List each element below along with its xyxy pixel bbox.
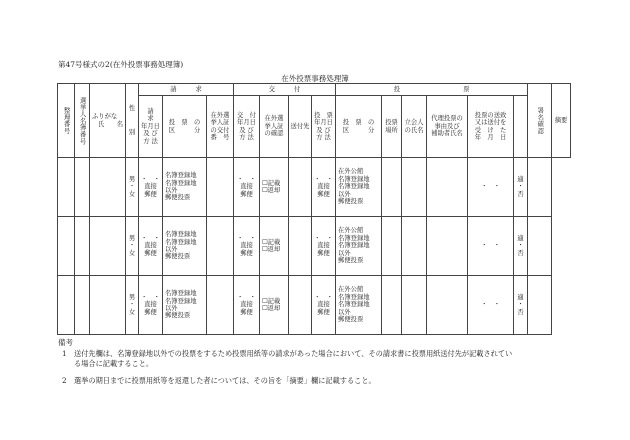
cell-tekiyo[interactable]	[528, 217, 552, 276]
form-number: 第47号様式の2(在外投票事務処理簿)	[58, 60, 184, 69]
cell-seikyu-method[interactable]: ・ ・ 直接 郵便	[139, 158, 163, 217]
cell-tachiainin[interactable]	[402, 158, 427, 217]
cell-sochi-nengappi[interactable]: ・ ・	[468, 276, 514, 335]
header-betsu: 別	[128, 128, 136, 136]
header-shomei-kakunin: 署名確認	[528, 84, 552, 158]
header-tachiainin: 立会人 の氏名	[402, 96, 427, 158]
cell-kakunin[interactable]: ☐記載 ☐返却	[260, 158, 289, 217]
cell-kofu-method[interactable]: ・ ・ 直接 郵便	[234, 276, 260, 335]
cell-sofusaki[interactable]	[289, 276, 312, 335]
cell-seikyu-method[interactable]: ・ ・ 直接 郵便	[139, 276, 163, 335]
cell-seikyu-method[interactable]: ・ ・ 直接 郵便	[139, 217, 163, 276]
header-meibo-bango: 選挙人名簿番号	[75, 84, 90, 158]
cell-tekiyo[interactable]	[528, 158, 552, 217]
cell-sofusaki[interactable]	[289, 158, 312, 217]
cell-sochi-nengappi[interactable]: ・ ・	[468, 158, 514, 217]
header-tekiyo: 摘要	[552, 84, 571, 158]
group-tohyo: 投 票	[336, 84, 528, 96]
cell-shomei-kakunin[interactable]: 適 ・ 否	[514, 276, 528, 335]
cell-kakunin[interactable]: ☐記載 ☐返却	[260, 276, 289, 335]
cell-sofusaki[interactable]	[289, 217, 312, 276]
note-1: 1 送付先欄は、名簿登録地以外での投票をするため投票用紙等の請求があった場合において、その請求書に投票用紙送付先が記載されてい る場合に記載すること。	[62, 349, 513, 369]
cell-tohyo-method[interactable]: ・ ・ 直接 郵便	[312, 276, 336, 335]
cell-seiri-bango[interactable]	[58, 276, 75, 335]
cell-tohyo-method[interactable]: ・ ・ 直接 郵便	[312, 158, 336, 217]
header-sochi-nengappi: 投票の送致 又は送付を 受 け た 年 月 日	[468, 96, 514, 158]
cell-shimei[interactable]	[90, 217, 126, 276]
cell-tohyo-kubun[interactable]: 在外公館 名簿登録地 名簿登録地 以外 郵便投票	[336, 217, 382, 276]
cell-meibo-bango[interactable]	[75, 276, 90, 335]
header-zaigai-kofu-bango: 在外選 挙人証 の交付 番 号	[207, 96, 234, 158]
group-seikyu: 請 求	[139, 84, 234, 96]
header-shimei: 氏 名	[97, 120, 123, 128]
cell-shimei[interactable]	[90, 158, 126, 217]
cell-sex[interactable]: 男 ・ 女	[126, 276, 139, 335]
header-furigana-shimei	[90, 84, 126, 158]
cell-shimei[interactable]	[90, 276, 126, 335]
cell-tohyo-basho[interactable]	[382, 276, 402, 335]
notes-title: 備考	[58, 338, 73, 347]
cell-tohyo-kubun[interactable]: 在外公館 名簿登録地 名簿登録地 以外 郵便投票	[336, 276, 382, 335]
cell-sex[interactable]: 男 ・ 女	[126, 217, 139, 276]
cell-kofu-method[interactable]: ・ ・ 直接 郵便	[234, 158, 260, 217]
cell-tekiyo[interactable]	[528, 276, 552, 335]
cell-seiri-bango[interactable]	[58, 217, 75, 276]
header-dairi-tohyo: 代理投票の 事由及び 補助者氏名	[427, 96, 468, 158]
cell-tachiainin[interactable]	[402, 217, 427, 276]
cell-meibo-bango[interactable]	[75, 158, 90, 217]
cell-tachiainin[interactable]	[402, 276, 427, 335]
cell-shomei-kakunin[interactable]: 適 ・ 否	[514, 217, 528, 276]
table-row	[58, 276, 571, 335]
header-seikyu-kubun: 投 票 の 区 分	[163, 96, 207, 158]
register-table	[57, 83, 571, 335]
cell-tohyo-kubun[interactable]: 在外公館 名簿登録地 名簿登録地 以外 郵便投票	[336, 158, 382, 217]
group-kofu: 交 付	[234, 84, 336, 96]
cell-dairi-tohyo[interactable]	[427, 217, 468, 276]
cell-tohyo-basho[interactable]	[382, 158, 402, 217]
header-seikyu-nengappi: 請 求 年月日 及 び 方 法	[139, 96, 163, 158]
cell-tohyo-basho[interactable]	[382, 217, 402, 276]
cell-seikyu-kubun[interactable]: 名簿登録地 名簿登録地 以外 郵便投票	[163, 158, 207, 217]
register-title: 在外投票事務処理簿	[281, 74, 349, 83]
cell-kofu-bango[interactable]	[207, 217, 234, 276]
header-sei: 性	[128, 105, 136, 113]
cell-kakunin[interactable]: ☐記載 ☐返却	[260, 217, 289, 276]
cell-kofu-bango[interactable]	[207, 276, 234, 335]
cell-kofu-bango[interactable]	[207, 158, 234, 217]
header-zaigai-kakunin: 在外選 挙人証 の確認	[260, 96, 289, 158]
cell-kofu-method[interactable]: ・ ・ 直接 郵便	[234, 217, 260, 276]
table-row	[58, 158, 571, 217]
cell-tohyo-method[interactable]: ・ ・ 直接 郵便	[312, 217, 336, 276]
header-furigana: ふりがな	[92, 113, 118, 121]
cell-meibo-bango[interactable]	[75, 217, 90, 276]
cell-dairi-tohyo[interactable]	[427, 158, 468, 217]
cell-seiri-bango[interactable]	[58, 158, 75, 217]
cell-sex[interactable]: 男 ・ 女	[126, 158, 139, 217]
header-tohyo-basho: 投票 場所	[382, 96, 402, 158]
cell-sochi-nengappi[interactable]: ・ ・	[468, 217, 514, 276]
header-kofu-nengappi: 交 付 年月日 及 び 方 法	[234, 96, 260, 158]
header-sofusaki: 送付先	[289, 96, 312, 158]
header-seibetsu	[126, 84, 139, 158]
cell-seikyu-kubun[interactable]: 名簿登録地 名簿登録地 以外 郵便投票	[163, 217, 207, 276]
cell-shomei-kakunin[interactable]: 適 ・ 否	[514, 158, 528, 217]
header-tohyo-kubun: 投 票 の 区 分	[336, 96, 382, 158]
header-tohyo-nengappi: 投 票 年月日 及 び 方 法	[312, 96, 336, 158]
cell-seikyu-kubun[interactable]: 名簿登録地 名簿登録地 以外 郵便投票	[163, 276, 207, 335]
cell-dairi-tohyo[interactable]	[427, 276, 468, 335]
header-seiri-bango: 整理番号	[58, 84, 75, 158]
table-row	[58, 217, 571, 276]
note-2: 2 選挙の期日までに投票用紙等を返還した者については、その旨を「摘要」欄に記載すること。	[62, 376, 376, 385]
